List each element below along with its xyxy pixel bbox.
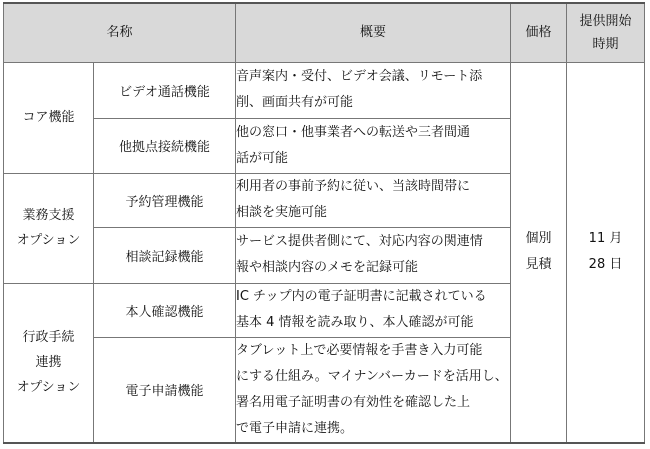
function-name: 電子申請機能 (94, 337, 236, 443)
header-overview: 概要 (236, 3, 511, 62)
category-label: 連携 (35, 355, 62, 371)
category-label: 行政手続 (22, 330, 75, 346)
start-date-line: 11 月 (588, 231, 623, 247)
function-name: 本人確認機能 (94, 283, 236, 337)
category-label: コア機能 (22, 110, 75, 125)
description-line: IC チップ内の電子証明書に記載されている (236, 289, 487, 304)
category-business-support (4, 173, 94, 283)
description-line: にする仕組み。マイナンバーカードを活用し、 (236, 368, 508, 384)
description-line: で電子申請に連携。 (236, 420, 354, 436)
header-price: 価格 (511, 3, 567, 62)
category-label: オプション (16, 380, 81, 396)
description-line: タブレット上で必要情報を手書き入力可能 (236, 342, 483, 358)
price-cell (511, 62, 567, 443)
function-name: 予約管理機能 (94, 173, 236, 227)
function-name: 他拠点接続機能 (94, 118, 236, 173)
header-start-line: 時期 (592, 36, 619, 52)
description-line: 音声案内・受付、ビデオ会議、リモート添 (236, 69, 483, 84)
description-line: 署名用電子証明書の有効性を確認した上 (236, 394, 471, 410)
description-line: 話が可能 (236, 150, 289, 166)
price-line: 見積 (525, 257, 552, 273)
table-row (4, 62, 645, 118)
category-admin-procedure (4, 283, 94, 443)
start-date-line: 28 日 (588, 257, 623, 273)
header-start-period (567, 3, 645, 62)
description-line: 相談を実施可能 (236, 205, 328, 220)
function-description (236, 227, 511, 283)
description-line: 報や相談内容のメモを記録可能 (236, 260, 419, 275)
header-start-line: 提供開始 (579, 13, 632, 29)
description-line: 利用者の事前予約に従い、当該時間帯に (236, 179, 471, 194)
category-label: 業務支援 (22, 208, 75, 223)
description-line: 基本 4 情報を読み取り、本人確認が可能 (236, 315, 474, 330)
header-row (4, 3, 645, 62)
description-line: 他の窓口・他事業者への転送や三者間通 (236, 124, 471, 140)
function-name: ビデオ通話機能 (94, 62, 236, 118)
service-spec-table (3, 2, 645, 444)
header-name: 名称 (4, 3, 236, 62)
description-line: 削、画面共有が可能 (236, 95, 354, 110)
function-description (236, 283, 511, 337)
category-core (4, 62, 94, 173)
category-label: オプション (16, 233, 81, 248)
function-description (236, 173, 511, 227)
start-date-cell (567, 62, 645, 443)
description-line: サービス提供者側にて、対応内容の関連情 (236, 234, 483, 249)
function-description (236, 62, 511, 118)
function-description (236, 337, 511, 443)
price-line: 個別 (525, 231, 552, 247)
function-description (236, 118, 511, 173)
function-name: 相談記録機能 (94, 227, 236, 283)
